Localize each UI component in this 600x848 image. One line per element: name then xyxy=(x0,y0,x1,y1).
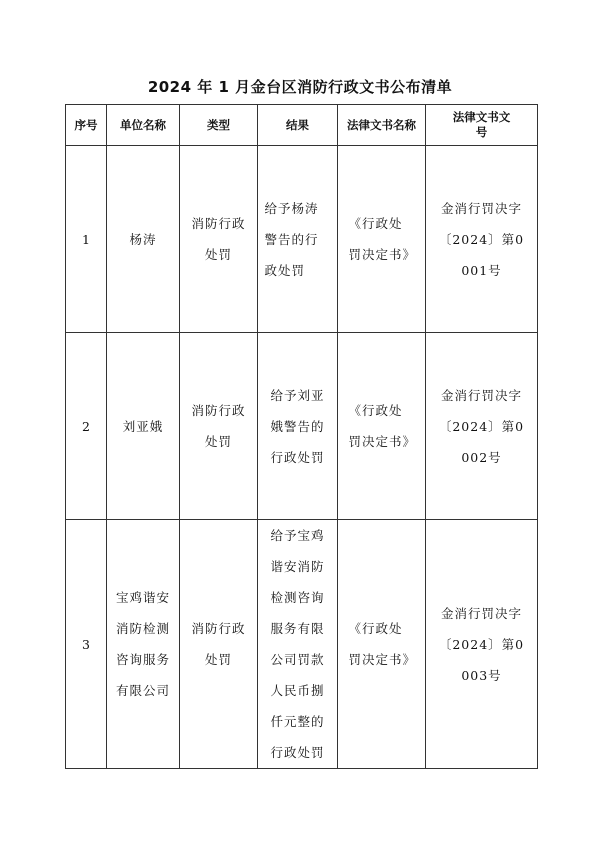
header-result: 结果 xyxy=(258,105,338,146)
header-unit-name: 单位名称 xyxy=(107,105,180,146)
table-header-row xyxy=(66,105,538,146)
cell-doc-name: 《行政处罚决定书》 xyxy=(338,520,426,769)
cell-doc-number: 金消行罚决字〔2024〕第0003号 xyxy=(426,520,538,769)
cell-result: 给予刘亚娥警告的行政处罚 xyxy=(258,333,338,520)
header-type: 类型 xyxy=(180,105,258,146)
header-serial: 序号 xyxy=(66,105,107,146)
table-row xyxy=(66,520,538,769)
cell-type: 消防行政处罚 xyxy=(180,520,258,769)
header-doc-name: 法律文书名称 xyxy=(338,105,426,146)
cell-serial: 2 xyxy=(66,333,107,520)
header-doc-number: 法律文书文号 xyxy=(426,105,538,146)
cell-doc-number: 金消行罚决字〔2024〕第0002号 xyxy=(426,333,538,520)
cell-unit-name: 杨涛 xyxy=(107,146,180,333)
cell-doc-name: 《行政处罚决定书》 xyxy=(338,333,426,520)
cell-doc-name: 《行政处罚决定书》 xyxy=(338,146,426,333)
cell-type: 消防行政处罚 xyxy=(180,333,258,520)
table-row xyxy=(66,146,538,333)
cell-serial: 3 xyxy=(66,520,107,769)
page-title: 2024 年 1 月金台区消防行政文书公布清单 xyxy=(147,78,453,96)
table-row xyxy=(66,333,538,520)
cell-doc-number: 金消行罚决字〔2024〕第0001号 xyxy=(426,146,538,333)
cell-serial: 1 xyxy=(66,146,107,333)
cell-result: 给予杨涛警告的行政处罚 xyxy=(258,146,338,333)
cell-type: 消防行政处罚 xyxy=(180,146,258,333)
cell-unit-name: 刘亚娥 xyxy=(107,333,180,520)
disclosure-table xyxy=(65,104,538,769)
cell-unit-name: 宝鸡谐安消防检测咨询服务有限公司 xyxy=(107,520,180,769)
cell-result: 给予宝鸡谐安消防检测咨询服务有限公司罚款人民币捌仟元整的行政处罚 xyxy=(258,520,338,769)
